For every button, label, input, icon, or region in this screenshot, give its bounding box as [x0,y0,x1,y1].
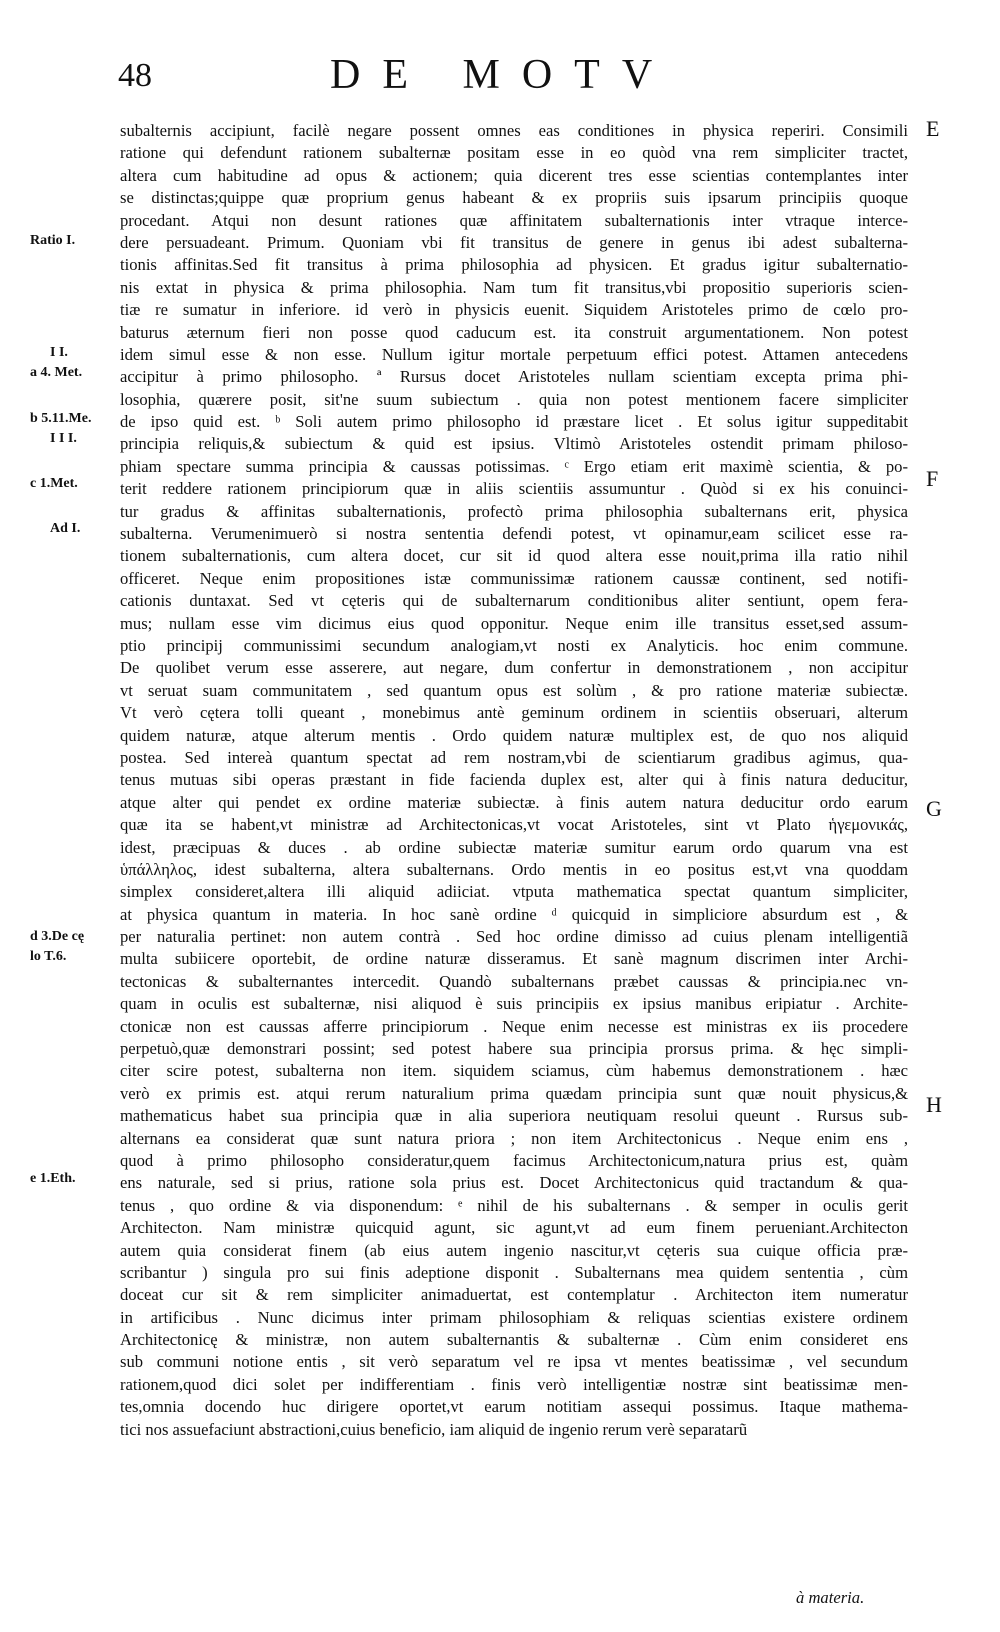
running-head: DE MOTV [330,52,675,98]
text-line: de ipso quid est. ᵇ Soli autem primo philosopho id præstare licet . Et solus igitur suppeditabit [120,412,908,432]
text-line: procedant. Atqui non desunt rationes quæ affinitatem subalternationis inter vtraque interce- [120,210,908,230]
text-line: tici nos assuefaciunt abstractioni,cuius beneficio, iam aliquid de ingenio rerum verè separatarũ [120,1419,748,1439]
text-line: se distinctas;quippe quæ proprium genus habeant & ex propriis suis ipsarum principiis quoque [120,188,908,208]
catchword: à materia. [796,1588,865,1607]
text-line: perpetuò,quæ demonstrari possint; sed potest habere sua principia prorsus prima. & hęc simpli- [120,1039,908,1059]
text-line: quod à primo philosopho consideratur,quem facimus Architectonicum,natura prius est, quàm [120,1150,908,1170]
text-line: altera cum habitudine ad opus & actionem; quia dicerent tres esse scientias contemplantes inter [120,165,908,185]
text-line: atque alter qui pendet ex ordine materiæ subiectæ. à finis autem natura deducitur ordo earum [120,792,908,812]
text-line: cationis duntaxat. Sed vt cęteris qui de subalternarum conditionibus aliter sentiunt, opem fera- [120,591,908,611]
text-line: subalternis accipiunt, facilè negare possent omnes eas conditiones in physica reperiri. Consimili [120,121,908,140]
text-line: Vt verò cętera tolli queant , monebimus antè geminum ordinem in scientiis obseruari, alterum [120,703,908,723]
text-line: De quolibet verum esse asserere, aut negare, dum confertur in demonstrationem , non accipitur [120,658,908,678]
margin-note-ratio-2: I I. [50,345,68,360]
text-line: tenus mutuas sibi operas præstant in fide facienda duplex est, alter qui à finis natura deducitur, [120,770,908,790]
margin-note-ref-a: a 4. Met. [30,365,83,380]
text-line: principia reliquis,& subiectum & quid est ipsius. Vltimò Aristoteles ostendit primam philoso- [120,434,908,454]
text-line: subalterna. Verumenimuerò si nostra sententia defendi potest, vt opinamur,eam scilicet esse ra- [120,524,908,544]
section-letter-g: G [926,796,942,821]
text-line: ens naturale, sed si prius, ratione sola prius est. Docet Architectonicus quid tractandum & qua- [120,1173,908,1193]
margin-note-ad-1: Ad I. [50,521,81,536]
text-line: officeret. Neque enim propositiones istæ communissimæ rationem caussæ continent, sed notifi- [120,568,908,588]
text-line: tiæ re sumatur in inferiore. id verò in physicis euenit. Siquidem Aristoteles primo de cœlo pro- [120,300,908,320]
text-line: accipitur à primo philosopho. ª Rursus docet Aristoteles nullam scientiam excepta prima phi- [120,367,908,387]
text-line: in artificibus . Nunc dicimus inter primam philosophiam & reliquas scientias existere ordinem [120,1307,908,1327]
text-line: dere persuadeant. Primum. Quoniam vbi fit transitus de genere in genus ibi adest subalterna- [120,232,908,252]
text-line: multa subiicere oportebit, de ordine naturæ disseramus. Et sanè magnum discrimen inter Archi- [120,949,908,969]
text-line: verò ex primis est. atqui rerum naturalium prima quædam principia sunt quæ nouit physicus,& [120,1083,908,1103]
text-line: mathematicus habet sua principia quæ in alia superiora neutiquam resolui queunt . Rursus sub- [120,1106,908,1126]
text-line: ctonicæ non est caussas afferre principiorum . Neque enim necesse est ministras ex iis procedere [120,1016,908,1036]
text-line: quidem naturæ, atque alterum mentis . Ordo quidem naturæ multiplex est, de quo nos aliquid [120,725,908,745]
text-line: tenus , quo ordine & via disponendum: ᵉ nihil de his subalternans . & semper in oculis gerit [120,1195,908,1215]
text-line: tectonicas & subalternantes intercedit. Quandò subalternans præbet caussas & principia.nec vn- [120,971,908,991]
text-line: nis extat in physica & prima philosophia. Nam tum fit transitus,vbi propositio superioris scien- [120,277,908,297]
text-line: sub communi notione entis , sit verò separatum vel re ipsa vt mentes beatissimæ , vel secundum [120,1352,908,1372]
text-line: tur gradus & affinitas subalternationis, profectò prima philosophia subalternans erit, physica [120,501,908,521]
section-letter-e: E [926,116,940,141]
margin-note-ratio-1: Ratio I. [30,233,76,248]
text-line: postea. Sed intereà quantum spectat ad rem nostram,vbi de scientiarum gradibus agimus, qua- [120,747,908,767]
text-line: tes,omnia docendo huc dirigere oportet,vt earum notitiam assequi possimus. Itaque mathema- [120,1397,908,1417]
margin-note-ref-c: c 1.Met. [30,476,78,491]
text-line: simplex consideret,altera illi aliquid adiiciat. vtputa mathematica spectat quantum simpliciter, [120,882,908,902]
text-line: scribantur ) singula pro sui finis adeptione disponit . Subalternans mea quidem sententia , cùm [120,1262,908,1282]
text-line: mus; nullam esse vim dicimus eius quod opponitur. Neque enim ille transitus esset,sed assum- [120,613,908,633]
text-line: citer scire potest, subalterna non item. siquidem sciamus, cùm habemus demonstrationem . hæc [120,1061,908,1081]
text-line: tionem subalternationis, cum altera docet, cur sit id quod altera esse nouit,prima illa ratio nihil [120,546,908,566]
text-line: idem simul esse & non esse. Nullum igitur mortale perpetuum effici potest. Attamen antecedens [120,344,908,364]
text-line: autem quia considerat finem (ab eius autem ingenio nascitur,vt cęteris sua cuique officia præ- [120,1240,908,1260]
section-letter-h: H [926,1092,942,1117]
text-line: terit reddere rationem principiorum quæ in aliis scientiis assumuntur . Quòd si ex his conuinci- [120,479,908,499]
text-line: rationem,quod dici solet per indifferentiam . finis verò intelligentiæ nostræ sint beatissimæ men- [120,1374,908,1394]
text-line: losophia, quærere posit, sit'ne suum subiectum . quia non potest mentionem facere simpliciter [120,389,908,409]
text-line: at physica quantum in materia. In hoc sanè ordine ᵈ quicquid in simpliciore absurdum est , & [120,904,908,924]
text-line: quam in oculis est subalternæ, nisi aliquod è suis principiis ex ipsius manibus eripiatur . Archite- [120,994,908,1014]
text-line: Architectonicę & ministræ, non autem subalternantis & subalternæ . Cùm enim consideret ens [120,1330,908,1350]
margin-note-ratio-3: I I I. [50,431,77,446]
text-line: idest, præcipuas & duces . ab ordine subiectæ materiæ sumitur earum ordo quarum vna est [120,837,908,857]
text-line: doceat cur sit & rem simpliciter animaduertat, est contemplatur . Architecton item numeratur [120,1285,908,1305]
text-line: per naturalia pertinet: non autem contrà . Sed hoc ordine dimisso ad cuius plenam intelligentiã [120,927,908,947]
margin-note-ref-b: b 5.11.Me. [30,411,92,426]
margin-note-ref-d1: d 3.De cę [30,929,85,944]
text-line: Architecton. Nam ministræ quicquid agunt, sic agunt,vt ad eum finem perueniant.Architecton [120,1218,908,1238]
text-line: alternans ea considerat quæ sunt natura priora ; non item Architectonicus . Neque enim ens , [120,1128,908,1148]
text-line: tionis affinitas.Sed fit transitus à prima philosophia ad physicen. Et gradus igitur subalternatio- [120,255,908,275]
body-text [120,120,908,1441]
text-line: phiam spectare summa principia & caussas potissimas. ᶜ Ergo etiam erit maximè scientia, & po- [120,456,908,476]
text-line: ὑπάλληλος, idest subalterna, altera subalternans. Ordo mentis in eo positus est,vt vna quoddam [120,859,908,879]
page-number: 48 [118,57,152,94]
text-line: baturus æternum fieri non posse quod caducum est. ita construit argumentationem. Non potest [120,322,908,342]
margin-note-ref-e: e 1.Eth. [30,1171,76,1186]
text-line: ratione qui defendunt rationem subalternæ positam esse in eo quòd vna rem simpliciter tractet, [120,143,908,163]
text-line: ptio principij communissimi secundum analogiam,vt nosti ex Analyticis. hoc enim commune. [120,635,908,655]
section-letter-f: F [926,466,939,491]
text-line: quæ ita se habent,vt ministræ ad Architectonicas,vt vocat Aristoteles, sint vt Plato ἡγεμονικάς, [120,815,908,835]
text-line: vt seruat suam communitatem , sed quantum opus est solùm , & pro ratione materiæ subiectæ. [120,680,908,700]
margin-note-ref-d2: lo T.6. [30,949,67,964]
